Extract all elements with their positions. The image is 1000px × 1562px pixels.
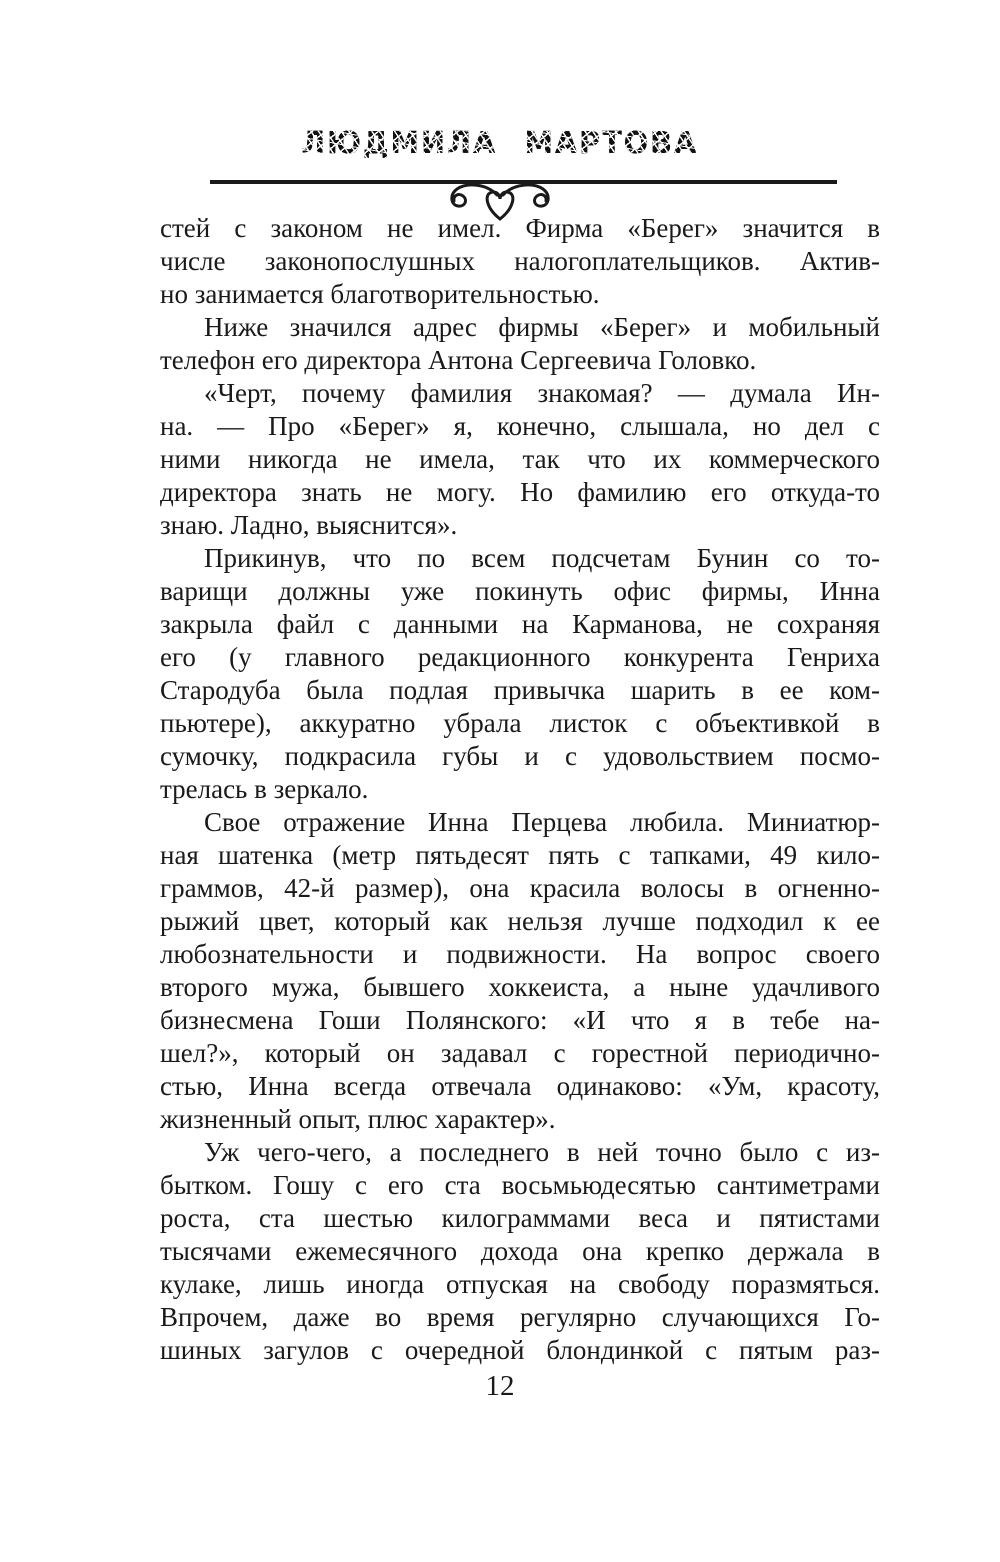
text-line: бытком. Гошу с его ста восьмьюдесятью сантиметрами	[160, 1170, 880, 1200]
text-line: тысячами ежемесячного дохода она крепко держала в	[160, 1236, 880, 1266]
text-line: числе законопослушных налогоплательщиков. Актив-	[160, 246, 880, 276]
text-line: шел?», который он задавал с горестной периодично-	[160, 1038, 880, 1068]
paragraph	[160, 806, 880, 1136]
text-line: знаю. Ладно, выяснится».	[160, 510, 458, 540]
text-line: Прикинув, что по всем подсчетам Бунин со то-	[204, 543, 880, 573]
author-name: ЛЮДМИЛА МАРТОВА	[301, 126, 699, 161]
paragraph	[160, 542, 880, 806]
text-line: пьютере), аккуратно убрала листок с объективкой в	[160, 708, 880, 738]
text-line: второго мужа, бывшего хоккеиста, а ныне удачливого	[160, 972, 880, 1002]
text-line: рыжий цвет, который как нельзя лучше подходил к ее	[160, 906, 880, 936]
paragraph	[160, 377, 880, 542]
text-line: ная шатенка (метр пятьдесят пять с тапками, 49 кило-	[160, 840, 880, 870]
text-line: трелась в зеркало.	[160, 774, 369, 804]
paragraph	[160, 311, 880, 377]
text-line: директора знать не могу. Но фамилию его откуда-то	[160, 477, 880, 507]
text-line: кулаке, лишь иногда отпуская на свободу поразмяться.	[160, 1269, 880, 1299]
text-line: стью, Инна всегда отвечала одинаково: «Ум, красоту,	[160, 1071, 880, 1101]
text-line: стей с законом не имел. Фирма «Берег» значится в	[160, 213, 880, 243]
running-head	[0, 126, 1000, 161]
text-line: на. — Про «Берег» я, конечно, слышала, но дел с	[160, 411, 880, 441]
text-line: жизненный опыт, плюс характер».	[160, 1104, 556, 1134]
text-line: Впрочем, даже во время регулярно случающихся Го-	[160, 1302, 880, 1332]
text-line: Свое отражение Инна Перцева любила. Миниатюр-	[204, 807, 880, 837]
page-number: 12	[485, 1370, 515, 1402]
text-line: варищи должны уже покинуть офис фирмы, Инна	[160, 576, 880, 606]
text-line: шиных загулов с очередной блондинкой с пятым раз-	[160, 1335, 880, 1365]
text-line: закрыла файл с данными на Карманова, не сохраняя	[160, 609, 880, 639]
text-line: «Черт, почему фамилия знакомая? — думала Ин-	[204, 378, 880, 408]
text-line: Ниже значился адрес фирмы «Берег» и мобильный	[204, 312, 880, 342]
text-line: любознательности и подвижности. На вопрос своего	[160, 939, 880, 969]
text-line: ними никогда не имела, так что их коммерческого	[160, 444, 880, 474]
paragraph	[160, 1136, 880, 1367]
text-line: Уж чего-чего, а последнего в ней точно было с из-	[204, 1137, 880, 1167]
text-line: роста, ста шестью килограммами веса и пятистами	[160, 1203, 880, 1233]
text-line: бизнесмена Гоши Полянского: «И что я в тебе на-	[160, 1005, 880, 1035]
text-line: его (у главного редакционного конкурента Генриха	[160, 642, 880, 672]
text-line: но занимается благотворительностью.	[160, 279, 600, 309]
text-line: граммов, 42-й размер), она красила волосы в огненно-	[160, 873, 880, 903]
text-line: Стародуба была подлая привычка шарить в ее ком-	[160, 675, 880, 705]
body-text	[160, 212, 880, 1367]
paragraph	[160, 212, 880, 311]
text-line: телефон его директора Антона Сергеевича Головко.	[160, 345, 757, 375]
text-line: сумочку, подкрасила губы и с удовольствием посмо-	[160, 741, 880, 771]
